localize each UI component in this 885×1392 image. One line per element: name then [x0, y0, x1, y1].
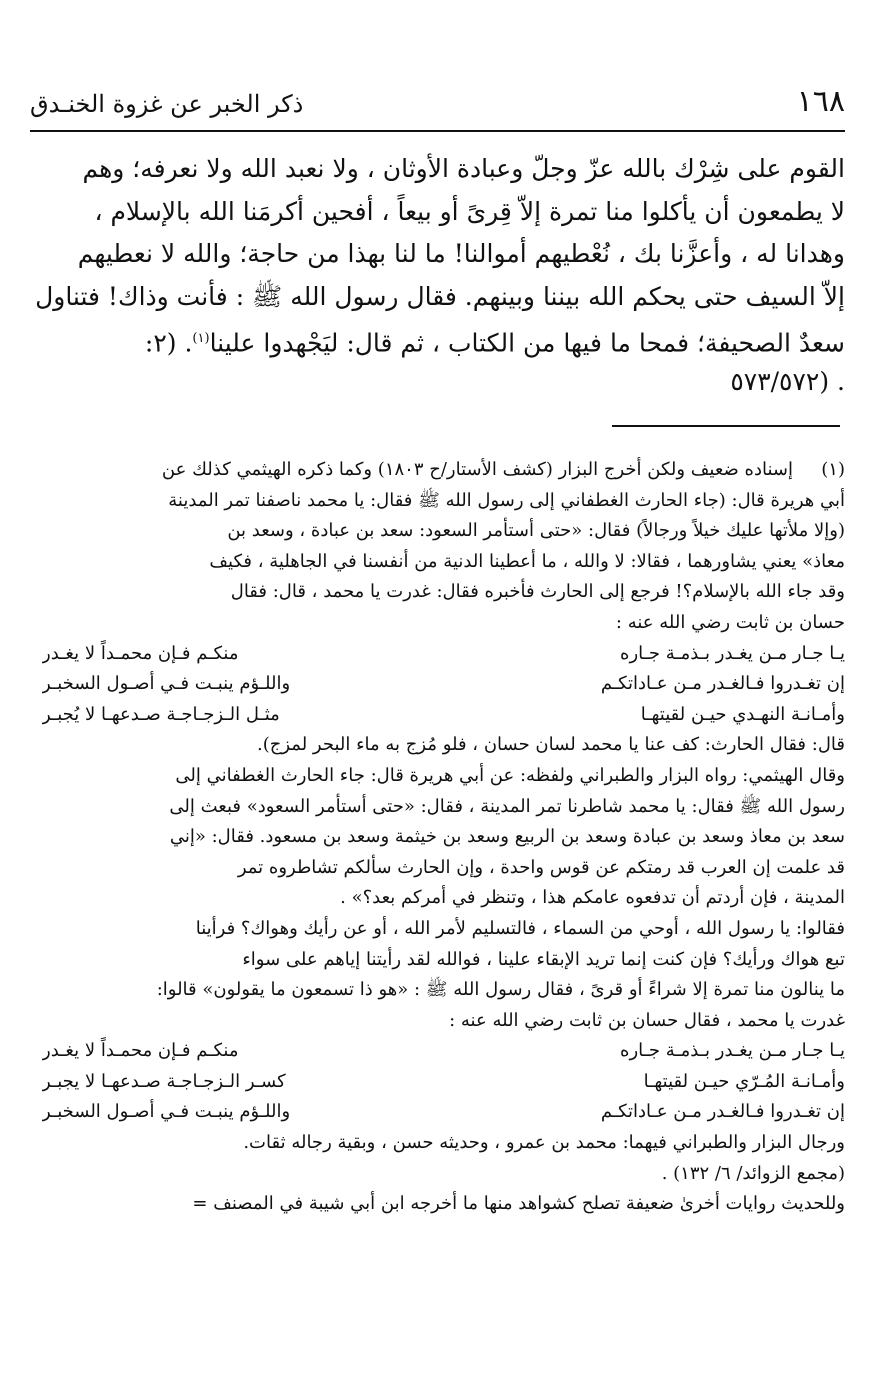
footnote-line: حسان بن ثابت رضي الله عنه :: [615, 611, 845, 633]
verse-first-hemistich: وأمـانـة المُـرّي حيـن لقيتهـا: [643, 1070, 845, 1092]
footnote-line: (وإلا ملأتها عليك خيلاً ورجالاً) فقال: «حتى أستأمر السعود: سعد بن عبادة ، وسعد بن: [227, 520, 845, 542]
running-title: ذكر الخبر عن غزوة الخنـدق: [30, 90, 304, 118]
footnotes: [42, 455, 845, 1220]
footnote-line: أبي هريرة قال: (جاء الحارث الغطفاني إلى رسول الله ﷺ فقال: يا محمد ناصفنا تمر المدينة: [168, 489, 845, 511]
verse-first-hemistich: يـا جـار مـن يغـدر بـذمـة جـاره: [620, 1040, 845, 1062]
page-number: ١٦٨: [796, 84, 845, 119]
verse-row: [42, 1097, 845, 1128]
verse-row: [42, 1067, 845, 1098]
main-line: وهدانا له ، وأعزَّنا بك ، نُعْطيهم أموالنا! ما لنا بهذا من حاجة؛ والله لا نعطيهم: [77, 239, 845, 268]
continuation-mark: =: [192, 1193, 208, 1215]
main-line: القوم على شِرْك بالله عزّ وجلّ وعبادة الأوثان ، ولا نعبد الله ولا نعرفه؛ وهم: [82, 154, 845, 183]
footnote-line-text: وللحديث روايات أخرىٰ ضعيفة تصلح كشواهد منها ما أخرجه ابن أبي شيبة في المصنف: [213, 1193, 845, 1215]
footnote-line: المدينة ، فإن أردتم أن تدفعوه عامكم هذا ، وتنظر في أمركم بعد؟» .: [340, 887, 845, 909]
footnote-line: [42, 1189, 845, 1220]
verse-first-hemistich: إن تغـدروا فـالغـدر مـن عـاداتكـم: [600, 1101, 845, 1123]
footnote-number: (١): [821, 459, 845, 480]
footnote-line: قد علمت إن العرب قد رمتكم عن قوس واحدة ، وإن الحارث سألكم تشاطروه تمر: [237, 856, 845, 878]
header-rule: [30, 130, 845, 132]
verse-row: [42, 669, 845, 700]
verse-row: [42, 1036, 845, 1067]
main-line: [30, 318, 845, 361]
verse-row: [42, 639, 845, 670]
verse-first-hemistich: إن تغـدروا فـالغـدر مـن عـاداتكـم: [600, 673, 845, 695]
footnote-line: معاذ» يعني يشاورهما ، فقالا: لا والله ، ما أعطينا الدنية من أنفسنا في الجاهلية ، فكيف: [209, 550, 845, 572]
footnote-line: تبع هواك ورأيك؟ فإن كنت إنما تريد الإبقاء علينا ، فوالله لقد رأيتنا إياهم على سواء: [242, 948, 845, 970]
verse-second-hemistich: مثـل الـزجـاجـة صـدعهـا لا يُجبـر: [42, 703, 280, 725]
footnote-line: قال: فقال الحارث: كف عنا يا محمد لسان حسان ، فلو مُزج به ماء البحر لمزج).: [257, 734, 845, 756]
verse-second-hemistich: واللـؤم ينبـت فـي أصـول السخبـر: [42, 673, 291, 695]
verse-second-hemistich: منكـم فـإن محمـداً لا يغـدر: [42, 642, 239, 664]
main-line: . (٥٧٣/٥٧٢: [730, 366, 845, 396]
footnote-line: سعد بن معاذ وسعد بن عبادة وسعد بن الربيع وسعد بن خيثمة وسعد بن مسعود. فقال: «إني: [169, 826, 845, 848]
footnote-line: رسول الله ﷺ فقال: يا محمد شاطرنا تمر المدينة ، فقال: «حتى أستأمر السعود» فبعث إلى: [169, 795, 845, 817]
footnote-line: [42, 455, 845, 486]
main-text: [30, 148, 845, 403]
main-line-text: سعدٌ الصحيفة؛ فمحا ما فيها من الكتاب ، ثم قال: ليَجْهدوا علينا: [209, 328, 845, 358]
footnote-line-text: إسناده ضعيف ولكن أخرج البزار (كشف الأستار/ح ١٨٠٣) وكما ذكره الهيثمي كذلك عن: [161, 459, 793, 480]
footnote-line: غدرت يا محمد ، فقال حسان بن ثابت رضي الله عنه :: [449, 1009, 845, 1031]
verse-first-hemistich: يـا جـار مـن يغـدر بـذمـة جـاره: [620, 642, 845, 664]
verse-second-hemistich: كسـر الـزجـاجـة صـدعهـا لا يجبـر: [42, 1070, 286, 1092]
footnote-line: فقالوا: يا رسول الله ، أوحي من السماء ، فالتسليم لأمر الله ، أو عن رأيك وهواك؟ فرأينا: [195, 917, 845, 939]
footnote-rule: [612, 425, 840, 427]
footnote-line: (مجمع الزوائد/ ٦/ ١٣٢) .: [661, 1162, 845, 1184]
footnote-marker: (١): [192, 331, 210, 346]
footnote-line: وقال الهيثمي: رواه البزار والطبراني ولفظه: عن أبي هريرة قال: جاء الحارث الغطفاني إلى: [175, 764, 845, 786]
verse-first-hemistich: وأمـانـة النهـدي حيـن لقيتهـا: [640, 703, 845, 725]
verse-second-hemistich: منكـم فـإن محمـداً لا يغـدر: [42, 1040, 239, 1062]
main-line: لا يطمعون أن يأكلوا منا تمرة إلاّ قِرىً أو بيعاً ، أفحين أكرمَنا الله بالإسلام ،: [94, 196, 845, 226]
main-line-tail: . (٢:: [144, 328, 193, 358]
footnote-line: ورجال البزار والطبراني فيهما: محمد بن عمرو ، وحديثه حسن ، وبقية رجاله ثقات.: [243, 1132, 845, 1154]
page-header: [30, 82, 845, 128]
verse-row: [42, 700, 845, 731]
footnote-line: ما ينالون منا تمرة إلا شراءً أو قرىً ، فقال رسول الله ﷺ : «هو ذا تسمعون ما يقولون» قالوا:: [156, 979, 845, 1001]
footnote-line: وقد جاء الله بالإسلام؟! فرجع إلى الحارث فأخبره فقال: غدرت يا محمد ، قال: فقال: [230, 581, 845, 603]
main-line: إلاّ السيف حتى يحكم الله بيننا وبينهم. فقال رسول الله ﷺ : فأنت وذاك! فتناول: [35, 281, 845, 311]
verse-second-hemistich: واللـؤم ينبـت فـي أصـول السخبـر: [42, 1101, 291, 1123]
